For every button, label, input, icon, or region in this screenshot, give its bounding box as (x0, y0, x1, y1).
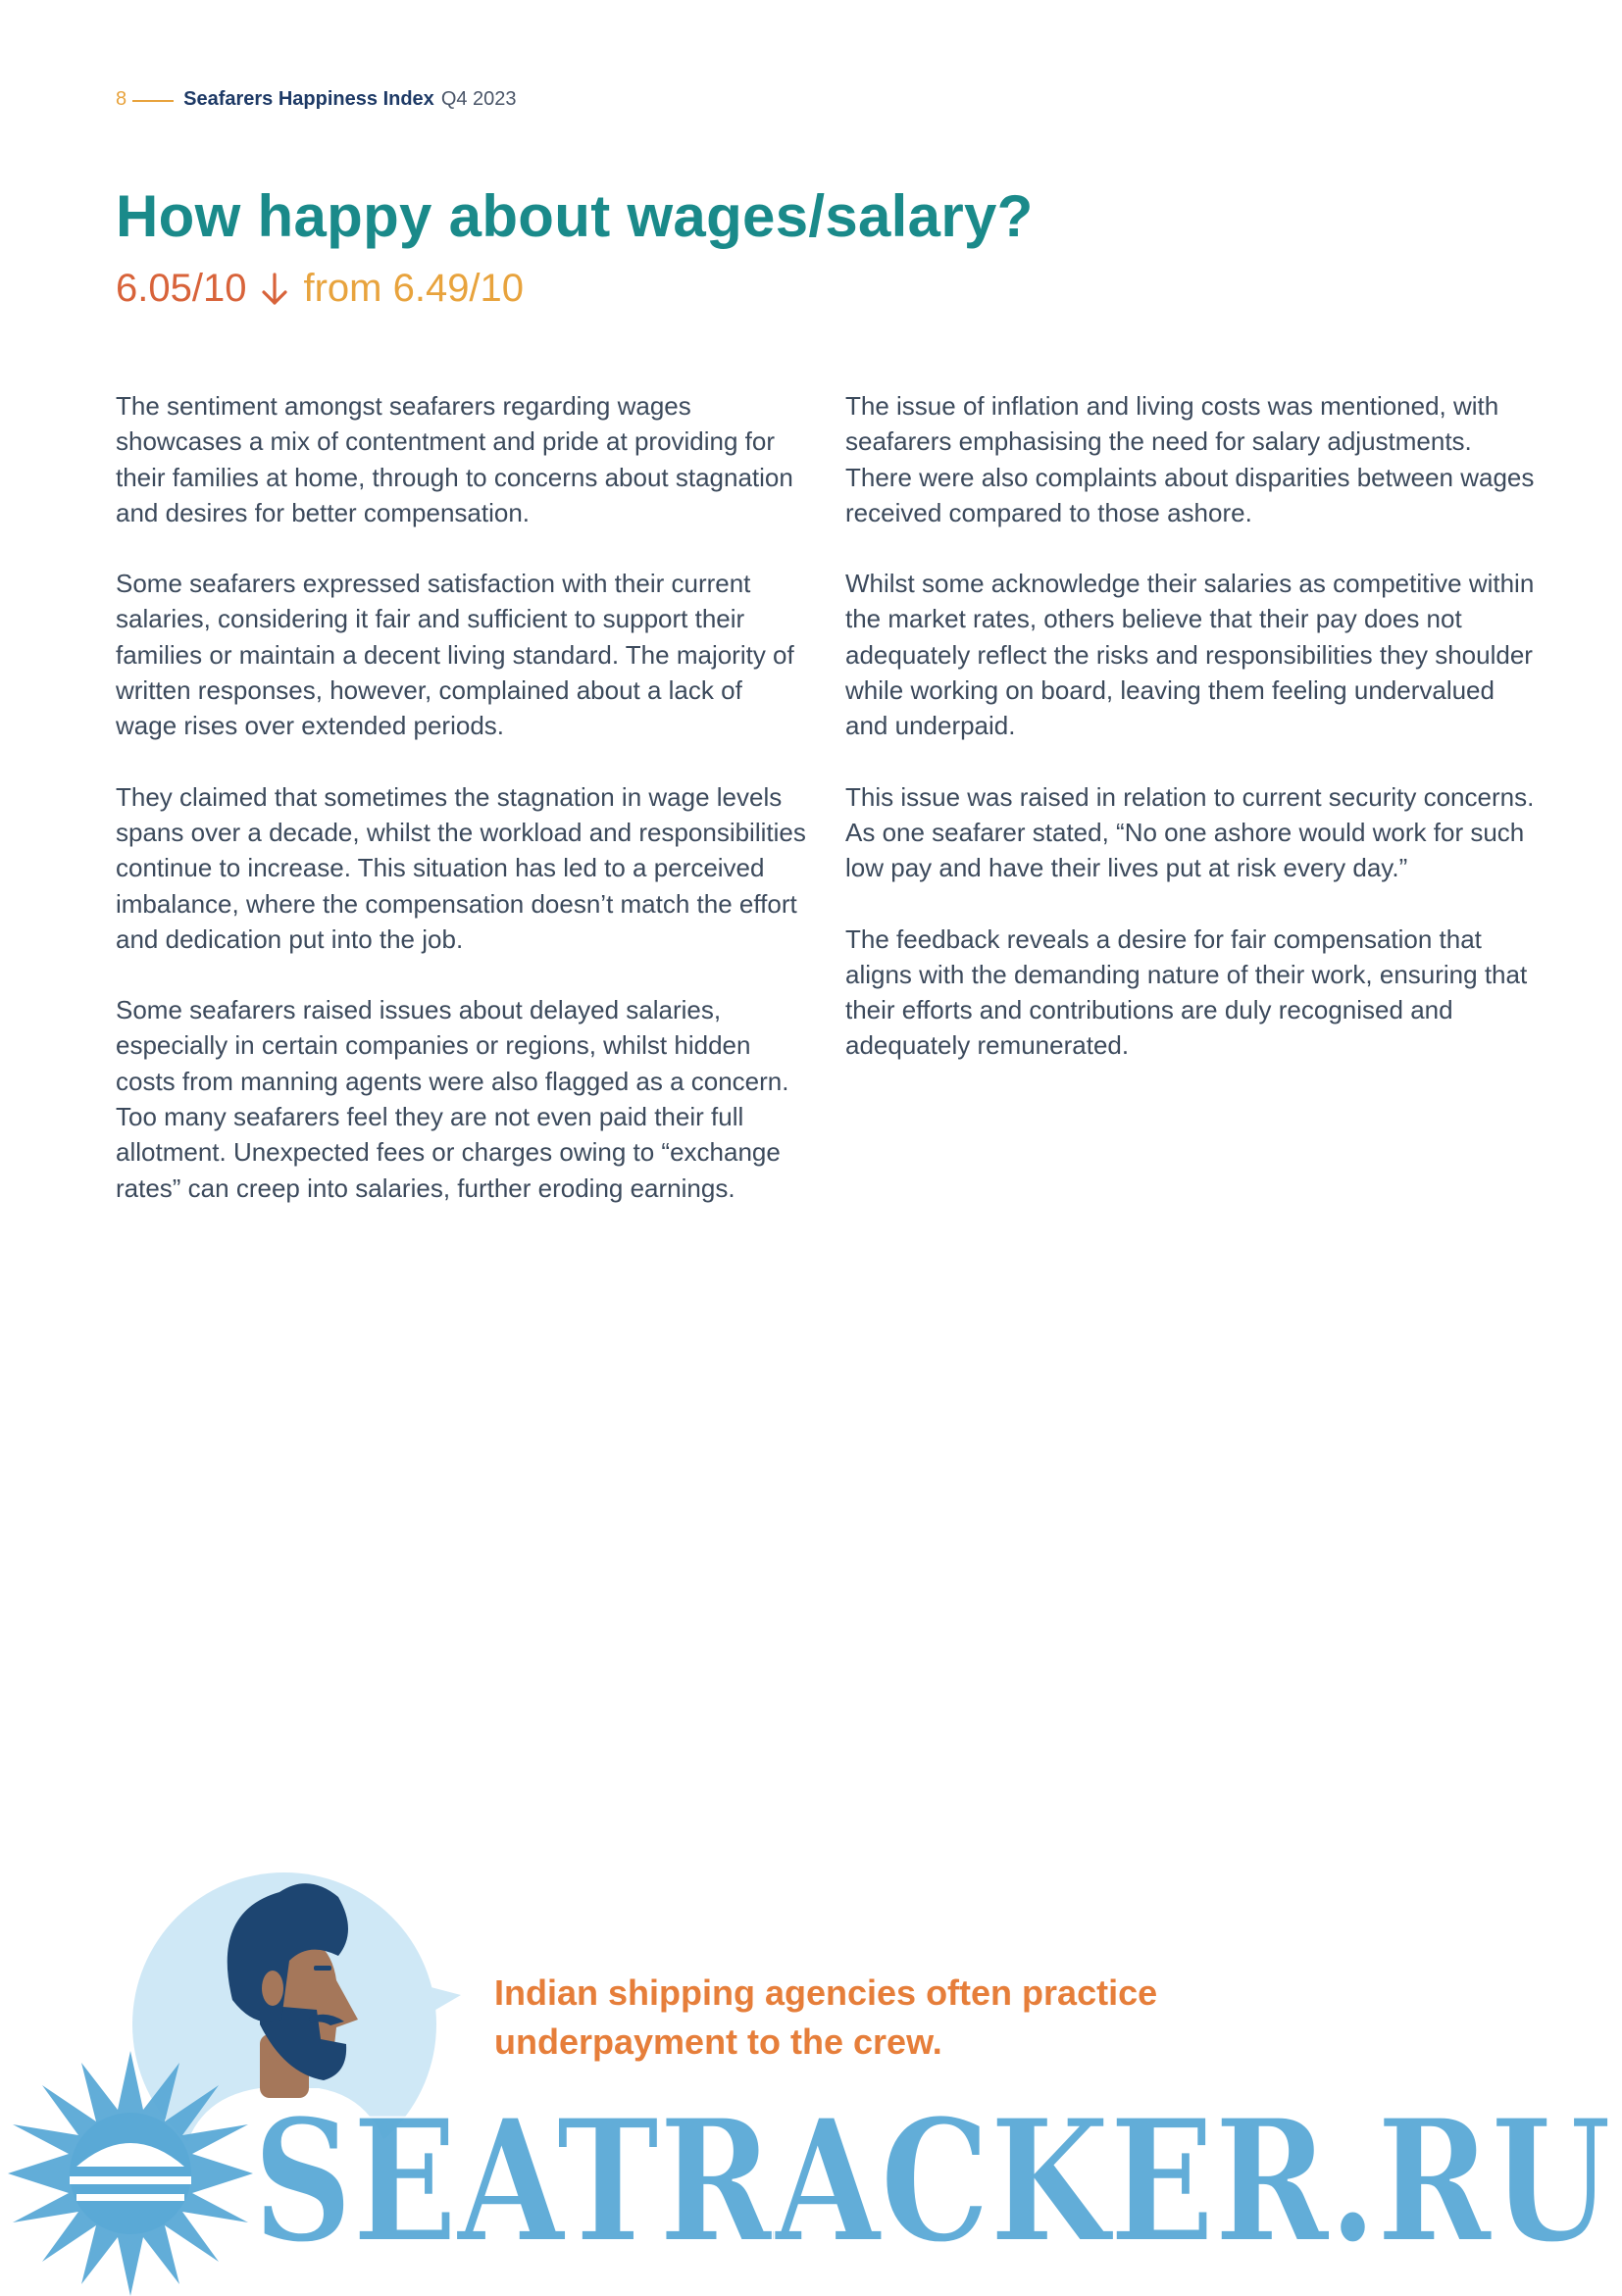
watermark-text (253, 2093, 1616, 2260)
score-current: 6.05/10 (116, 267, 247, 310)
quote-line: Indian shipping agencies often practice (494, 1972, 1158, 2013)
page-number: 8 (116, 88, 127, 110)
quote-line: underpayment to the crew. (494, 2021, 942, 2062)
sun-burst-icon (8, 2051, 253, 2296)
watermark-label: SEATRACKER.RU (253, 2093, 1611, 2260)
paragraph: They claimed that sometimes the stagnation in wage levels spans over a decade, whilst the workload and responsibilities continue to increase. This situation has led to a perceived imbalance, where the compensation doesn’t match the effort and dedication put into the job. (116, 781, 806, 954)
score-line (116, 267, 524, 311)
page-title: How happy about wages/salary? (116, 183, 1034, 249)
header-rule (132, 100, 174, 102)
paragraph: The sentiment amongst seafarers regarding wages showcases a mix of contentment and pride at providing for their families at home, through to concerns about stagnation and desires for better compensation. (116, 391, 793, 527)
paragraph: This issue was raised in relation to current security concerns. As one seafarer stated, “No one ashore would work for such low pay and have their lives put at risk every day.” (845, 781, 1535, 883)
body-column-right (845, 388, 1537, 1099)
paragraph: Some seafarers expressed satisfaction with their current salaries, considering it fair and sufficient to support their families or maintain a decent living standard. The majority of written responses, however, complained about a lack of wage rises over extended periods. (116, 569, 794, 741)
publication-period: Q4 2023 (440, 88, 517, 110)
body-column-left (116, 388, 807, 1241)
paragraph: The issue of inflation and living costs was mentioned, with seafarers emphasising the need for salary adjustments. There were also complaints about disparities between wages received compared to those ashore. (845, 391, 1535, 527)
publication-title: Seafarers Happiness Index (183, 88, 434, 110)
running-header (116, 88, 517, 111)
score-previous: from 6.49/10 (303, 267, 525, 310)
paragraph: Whilst some acknowledge their salaries as competitive within the market rates, others believe that their pay does not adequately reflect the risks and responsibilities they shoulder while working on board, leaving them feeling undervalued and underpaid. (845, 569, 1535, 741)
paragraph: Some seafarers raised issues about delayed salaries, especially in certain companies or regions, whilst hidden costs from manning agents were also flagged as a concern. Too many seafarers feel they are not even paid their full allotment. Unexpected fees or charges owing to “exchange rates” can creep into salaries, further eroding earnings. (116, 995, 789, 1203)
down-arrow-icon (260, 272, 289, 307)
paragraph: The feedback reveals a desire for fair compensation that aligns with the demanding nature of their work, ensuring that their efforts and contributions are duly recognised and adequately remunerated. (845, 923, 1528, 1061)
pull-quote (494, 1969, 1240, 2067)
